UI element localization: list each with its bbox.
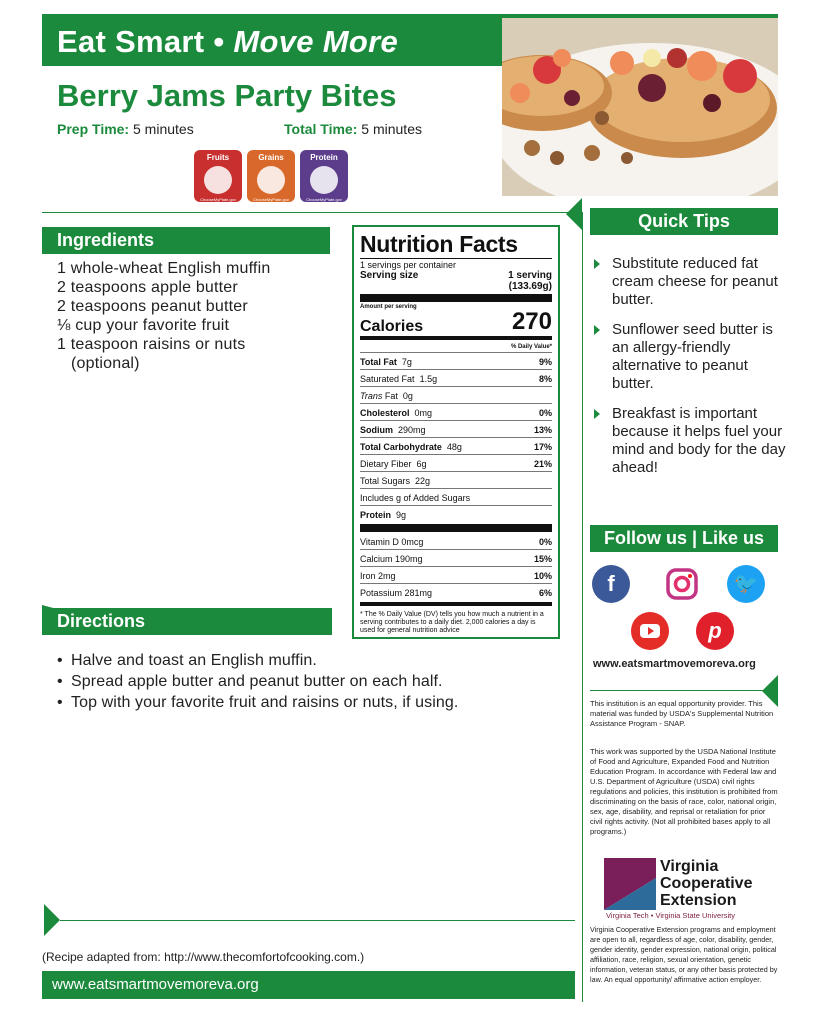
cholesterol-row [360,403,552,420]
top-divider [42,212,572,213]
fiber-amount: 6g [416,459,427,469]
instagram-glyph [663,565,701,603]
prep-time-value: 5 minutes [129,121,194,137]
cholesterol-label: Cholesterol [360,408,410,418]
iron-row [360,566,552,583]
vitamin-d-label: Vitamin D 0mcg [360,537,424,547]
total-fat-row [360,352,552,369]
bottom-divider-arrow [44,904,60,936]
direction-text: Top with your favorite fruit and raisins or nuts, if using. [71,694,459,711]
vce-universities: Virginia Tech • Virginia State University [606,911,735,920]
fruits-group-footer: ChooseMyPlate.gov [200,197,236,202]
directions-list [57,650,562,713]
total-time-label: Total Time: [284,121,358,137]
direction-text: Spread apple butter and peanut butter on each half. [71,673,443,690]
quick-tips-heading: Quick Tips [590,208,778,235]
sugars-row [360,471,552,488]
vitamin-d-row [360,534,552,549]
follow-website-link[interactable]: www.eatsmartmovemoreva.org [593,658,756,670]
calories-row [360,310,552,334]
serving-size-row [360,270,552,281]
protein-group-label: Protein [310,153,338,162]
direction-item: • Halve and toast an English muffin. [57,652,317,669]
added-sugars-label: Includes g of Added Sugars [360,493,471,503]
daily-value-header: % Daily Value* [510,344,552,350]
arrow-bullet-icon [594,409,600,419]
vce-line-1: Virginia [660,858,719,875]
quick-tips-list [592,255,787,489]
directions-heading: Directions [42,608,332,635]
vce-nondiscrimination-text: Virginia Cooperative Extension programs and employment are open to all, regardless of age, color, disability, gender, gender identity, gender expression, national origin, political affiliation, race, religion, sexual orientation, genetic information, veteran status, or any other basis protected by law. An equal opportunity/ affirmative action employer. [590,925,778,984]
trans-fat-row [360,386,552,403]
sodium-row [360,420,552,437]
fiber-label: Dietary Fiber [360,459,412,469]
bottom-divider [60,920,575,921]
nf-divider [360,602,552,606]
vce-wordmark [660,858,752,909]
fiber-dv: 21% [533,459,552,469]
ingredient-item: ⅛ cup your favorite fruit [57,317,230,334]
direction-item: • Spread apple butter and peanut butter on each half. [57,673,443,690]
right-mid-divider [590,690,766,691]
vce-logo-mark [604,858,656,910]
grains-group-label: Grains [258,153,284,162]
recipe-photo [502,18,778,196]
total-fat-dv: 9% [538,357,552,367]
vce-line-3: Extension [660,892,737,909]
recipe-credit: (Recipe adapted from: http://www.thecomfortofcooking.com.) [42,950,365,964]
prep-time [57,121,194,137]
nf-divider [360,336,552,340]
ingredient-item: 2 teaspoons apple butter [57,279,238,296]
nutrition-facts-label [352,225,560,639]
right-column-divider [582,212,583,1002]
fruits-group-icon [194,150,242,202]
potassium-label: Potassium 281mg [360,588,433,598]
carbohydrate-label: Total Carbohydrate [360,442,442,452]
grains-group-footer: ChooseMyPlate.gov [253,197,289,202]
calcium-row [360,549,552,566]
potassium-row [360,583,552,600]
saturated-fat-amount: 1.5g [419,374,438,384]
vce-line-2: Cooperative [660,875,753,892]
twitter-icon[interactable]: 🐦 [727,565,765,603]
amount-per-serving: Amount per serving [360,304,417,310]
total-fat-amount: 7g [401,357,412,367]
protein-group-icon [300,150,348,202]
direction-item: • Top with your favorite fruit and raisins or nuts, if using. [57,694,459,711]
tip-text: Sunflower seed butter is an allergy-friendly alternative to peanut butter. [612,321,773,392]
ingredient-item: 2 teaspoons peanut butter [57,298,248,315]
prep-time-label: Prep Time: [57,121,130,137]
facebook-icon[interactable]: f [592,565,630,603]
serving-size-label: Serving size [360,270,419,281]
vce-logo-shape [604,858,656,910]
carbohydrate-row [360,437,552,454]
vce-logo [604,858,774,920]
added-sugars-row [360,488,552,505]
calories-value: 270 [511,308,552,335]
brand-move-more: Move More [233,24,399,59]
saturated-fat-row [360,369,552,386]
grain-icon [257,166,285,194]
total-fat-label: Total Fat [360,357,397,367]
protein-amount: 9g [396,510,407,520]
ingredient-item: (optional) [71,355,140,372]
nf-divider [360,258,552,259]
protein-group-footer: ChooseMyPlate.gov [306,197,342,202]
serving-grams-row [360,281,552,292]
protein-row [360,505,552,522]
ingredient-item: 1 teaspoon raisins or nuts [57,336,246,353]
iron-label: Iron 2mg [360,571,396,581]
top-divider-arrow [566,198,582,230]
calories-label: Calories [360,318,424,335]
protein-icon [310,166,338,194]
ingredients-list [57,259,347,373]
fiber-row [360,454,552,471]
ingredient-item: 1 whole-wheat English muffin [57,260,271,277]
tip-text: Substitute reduced fat cream cheese for peanut butter. [612,255,778,308]
sodium-amount: 290mg [398,425,426,435]
sodium-label: Sodium [360,425,393,435]
footer-website-link[interactable]: www.eatsmartmovemoreva.org [42,971,575,999]
calcium-label: Calcium 190mg [360,554,423,564]
potassium-dv: 6% [538,588,552,598]
nutrition-footnote: * The % Daily Value (DV) tells you how much a nutrient in a serving contributes to a daily diet. 2,000 calories a day is used for general nutrition advice [360,611,544,634]
tip-item [592,321,787,393]
fruit-icon [204,166,232,194]
carbohydrate-dv: 17% [533,442,552,452]
brand-eat-smart: Eat Smart • [57,24,234,59]
calcium-dv: 15% [533,554,552,564]
sugars-amount: 22g [415,476,431,486]
tip-text: Breakfast is important because it helps fuel your mind and body for the day ahead! [612,405,786,476]
sugars-label: Total Sugars [360,476,411,486]
trans-fat-suffix: Fat [382,391,398,401]
arrow-bullet-icon [594,325,600,335]
direction-text: Halve and toast an English muffin. [71,652,317,669]
tip-item [592,405,787,477]
fruits-group-label: Fruits [206,153,230,162]
usda-statement-text: This work was supported by the USDA National Institute of Food and Agriculture, Expanded Food and Nutrition Education Program. In accordance with Federal law and U.S. Department of Agriculture (USDA) civil rights regulations and policies, this institution is prohibited from discriminating on the basis of race, color, national origin, sex, age, disability, and reprisal or retaliation for prior civil rights activity. (Not all prohibited bases apply to all programs.) [590,747,778,836]
youtube-glyph [631,612,669,650]
protein-label: Protein [360,510,392,520]
cholesterol-amount: 0mg [414,408,433,418]
trans-fat-amount: 0g [402,391,413,401]
vitamin-d-dv: 0% [538,537,552,547]
arrow-bullet-icon [594,259,600,269]
pinterest-icon[interactable]: p [696,612,734,650]
recipe-photo-illustration [502,18,778,196]
ingredients-heading: Ingredients [42,227,330,254]
nf-divider [360,294,552,302]
servings-per-container: 1 servings per container [360,260,457,270]
grains-group-icon [247,150,295,202]
instagram-icon[interactable] [663,565,701,603]
serving-size-value: 1 serving [508,270,552,281]
total-time [284,121,422,137]
trans-fat-label: Trans [360,391,383,401]
nutrition-facts-title: Nutrition Facts [360,231,518,257]
serving-size-grams: (133.69g) [508,281,552,292]
follow-heading: Follow us | Like us [590,525,778,552]
recipe-title: Berry Jams Party Bites [57,78,397,113]
cholesterol-dv: 0% [538,408,552,418]
total-time-value: 5 minutes [357,121,422,137]
sodium-dv: 13% [533,425,552,435]
saturated-fat-dv: 8% [538,374,552,384]
nf-divider [360,524,552,532]
equal-opportunity-text: This institution is an equal opportunity provider. This material was funded by USDA's Supplemental Nutrition Assistance Program - SNAP. [590,699,774,728]
tip-item [592,255,787,309]
brand-banner [42,14,502,66]
saturated-fat-label: Saturated Fat [360,374,415,384]
youtube-icon[interactable] [631,612,669,650]
carbohydrate-amount: 48g [446,442,462,452]
iron-dv: 10% [533,571,552,581]
